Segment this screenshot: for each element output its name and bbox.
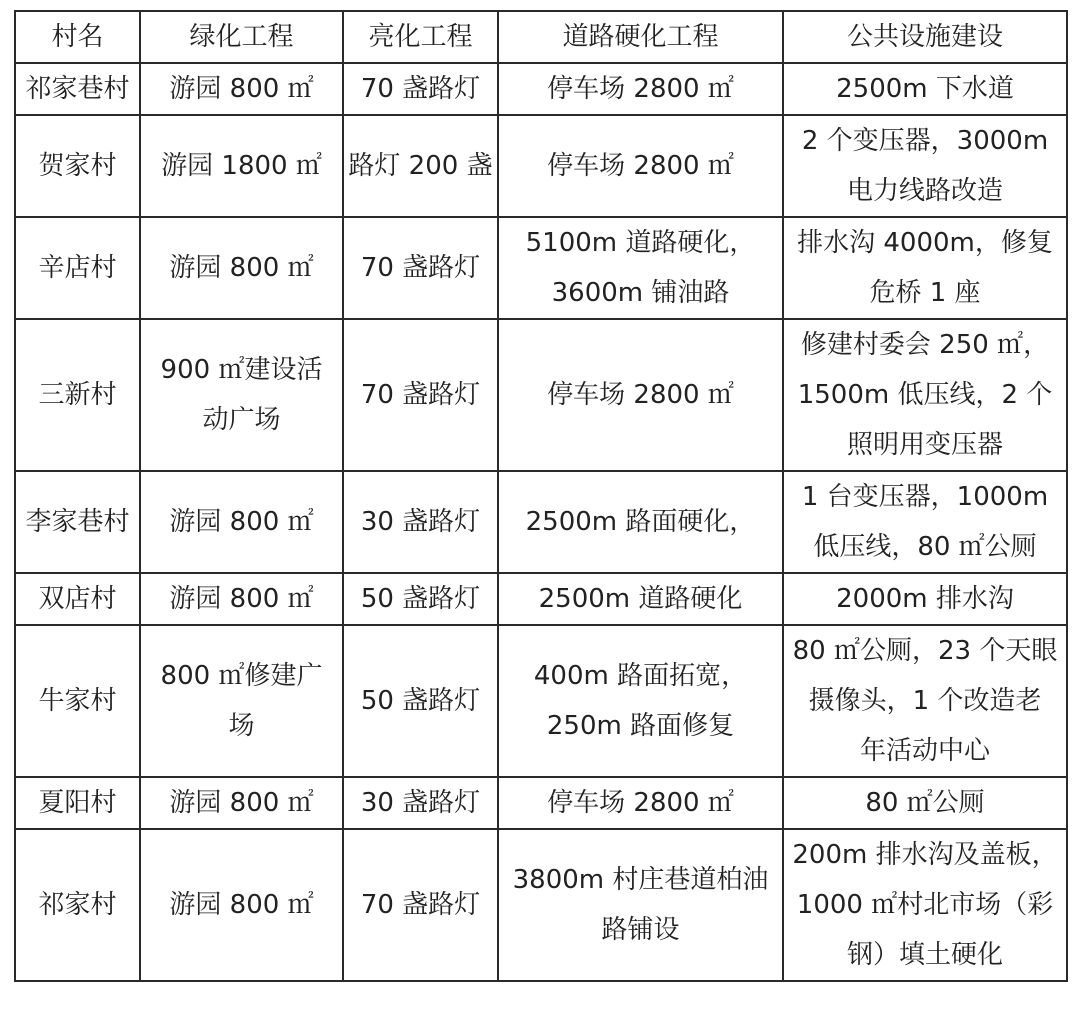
- cell-village-name: [15, 471, 140, 573]
- cell-lighting: [343, 829, 498, 981]
- cell-text: 停车场 2800 ㎡: [547, 151, 734, 181]
- table-row: [15, 471, 1067, 573]
- header-row: [15, 11, 1067, 63]
- cell-text: 排水沟 4000m，修复 危桥 1 座: [797, 228, 1053, 308]
- table-row: [15, 573, 1067, 625]
- cell-text: 祁家巷村: [25, 74, 130, 104]
- cell-lighting: [343, 625, 498, 777]
- cell-village-name: [15, 115, 140, 217]
- cell-text: 2000m 排水沟: [836, 584, 1014, 614]
- cell-road-hardening: [498, 115, 783, 217]
- table-container: [14, 10, 1066, 982]
- cell-text: 停车场 2800 ㎡: [547, 380, 734, 410]
- cell-public-facilities: [783, 471, 1067, 573]
- cell-text: 三新村: [38, 380, 117, 410]
- cell-text: 1 台变压器，1000m 低压线，80 ㎡公厕: [801, 482, 1049, 562]
- table-row: [15, 777, 1067, 829]
- cell-road-hardening: [498, 625, 783, 777]
- cell-text: 800 ㎡修建广 场: [160, 661, 323, 741]
- cell-greening: [140, 573, 343, 625]
- cell-village-name: [15, 63, 140, 115]
- cell-text: 李家巷村: [25, 507, 130, 537]
- cell-text: 70 盏路灯: [360, 253, 481, 283]
- cell-village-name: [15, 777, 140, 829]
- cell-text: 游园 800 ㎡: [169, 788, 314, 818]
- table-row: [15, 829, 1067, 981]
- cell-text: 2 个变压器，3000m 电力线路改造: [801, 126, 1049, 206]
- table-row: [15, 217, 1067, 319]
- village-projects-table: [14, 10, 1068, 982]
- cell-village-name: [15, 217, 140, 319]
- cell-lighting: [343, 63, 498, 115]
- cell-text: 贺家村: [38, 151, 117, 181]
- cell-text: 2500m 下水道: [836, 74, 1014, 104]
- cell-text: 5100m 道路硬化， 3600m 铺油路: [525, 228, 756, 308]
- cell-public-facilities: [783, 777, 1067, 829]
- cell-text: 夏阳村: [38, 788, 117, 818]
- cell-text: 游园 800 ㎡: [169, 253, 314, 283]
- cell-village-name: [15, 625, 140, 777]
- cell-text: 停车场 2800 ㎡: [547, 74, 734, 104]
- cell-road-hardening: [498, 777, 783, 829]
- table-row: [15, 63, 1067, 115]
- cell-road-hardening: [498, 63, 783, 115]
- cell-village-name: [15, 573, 140, 625]
- cell-greening: [140, 115, 343, 217]
- cell-text: 2500m 路面硬化，: [525, 507, 756, 537]
- cell-text: 200m 排水沟及盖板， 1000 ㎡村北市场（彩 钢）填土硬化: [792, 840, 1058, 970]
- cell-lighting: [343, 217, 498, 319]
- cell-text: 牛家村: [38, 686, 117, 716]
- table-row: [15, 625, 1067, 777]
- cell-road-hardening: [498, 217, 783, 319]
- cell-public-facilities: [783, 217, 1067, 319]
- cell-lighting: [343, 471, 498, 573]
- cell-text: 3800m 村庄巷道柏油 路铺设: [512, 865, 769, 945]
- cell-village-name: [15, 829, 140, 981]
- table-row: [15, 319, 1067, 471]
- cell-text: 祁家村: [38, 890, 117, 920]
- header-lighting: 亮化工程: [343, 11, 498, 63]
- cell-greening: [140, 217, 343, 319]
- cell-text: 路灯 200 盏: [348, 151, 493, 181]
- cell-road-hardening: [498, 829, 783, 981]
- cell-text: 游园 800 ㎡: [169, 507, 314, 537]
- header-public-facilities: 公共设施建设: [783, 11, 1067, 63]
- cell-text: 30 盏路灯: [360, 507, 481, 537]
- cell-text: 游园 1800 ㎡: [161, 151, 322, 181]
- cell-text: 70 盏路灯: [360, 890, 481, 920]
- cell-text: 2500m 道路硬化: [538, 584, 743, 614]
- cell-text: 游园 800 ㎡: [169, 890, 314, 920]
- cell-text: 70 盏路灯: [360, 74, 481, 104]
- cell-lighting: [343, 115, 498, 217]
- cell-village-name: [15, 319, 140, 471]
- cell-road-hardening: [498, 471, 783, 573]
- cell-greening: [140, 625, 343, 777]
- cell-road-hardening: [498, 573, 783, 625]
- header-road-hardening: 道路硬化工程: [498, 11, 783, 63]
- cell-greening: [140, 829, 343, 981]
- cell-text: 50 盏路灯: [360, 584, 481, 614]
- cell-text: 50 盏路灯: [360, 686, 481, 716]
- cell-road-hardening: [498, 319, 783, 471]
- header-greening: 绿化工程: [140, 11, 343, 63]
- cell-text: 80 ㎡公厕，23 个天眼 摄像头，1 个改造老 年活动中心: [792, 636, 1058, 766]
- cell-text: 辛店村: [38, 253, 117, 283]
- cell-lighting: [343, 319, 498, 471]
- cell-lighting: [343, 573, 498, 625]
- cell-text: 80 ㎡公厕: [865, 788, 985, 818]
- cell-greening: [140, 471, 343, 573]
- cell-public-facilities: [783, 573, 1067, 625]
- cell-text: 30 盏路灯: [360, 788, 481, 818]
- cell-text: 400m 路面拓宽， 250m 路面修复: [533, 661, 748, 741]
- cell-greening: [140, 319, 343, 471]
- header-village-name: 村名: [15, 11, 140, 63]
- cell-lighting: [343, 777, 498, 829]
- cell-text: 双店村: [38, 584, 117, 614]
- cell-public-facilities: [783, 115, 1067, 217]
- cell-text: 修建村委会 250 ㎡， 1500m 低压线，2 个 照明用变压器: [797, 330, 1053, 460]
- cell-public-facilities: [783, 63, 1067, 115]
- cell-text: 900 ㎡建设活 动广场: [160, 355, 323, 435]
- cell-text: 70 盏路灯: [360, 380, 481, 410]
- cell-greening: [140, 63, 343, 115]
- cell-text: 停车场 2800 ㎡: [547, 788, 734, 818]
- cell-public-facilities: [783, 625, 1067, 777]
- table-row: [15, 115, 1067, 217]
- cell-text: 游园 800 ㎡: [169, 74, 314, 104]
- cell-greening: [140, 777, 343, 829]
- cell-text: 游园 800 ㎡: [169, 584, 314, 614]
- cell-public-facilities: [783, 829, 1067, 981]
- cell-public-facilities: [783, 319, 1067, 471]
